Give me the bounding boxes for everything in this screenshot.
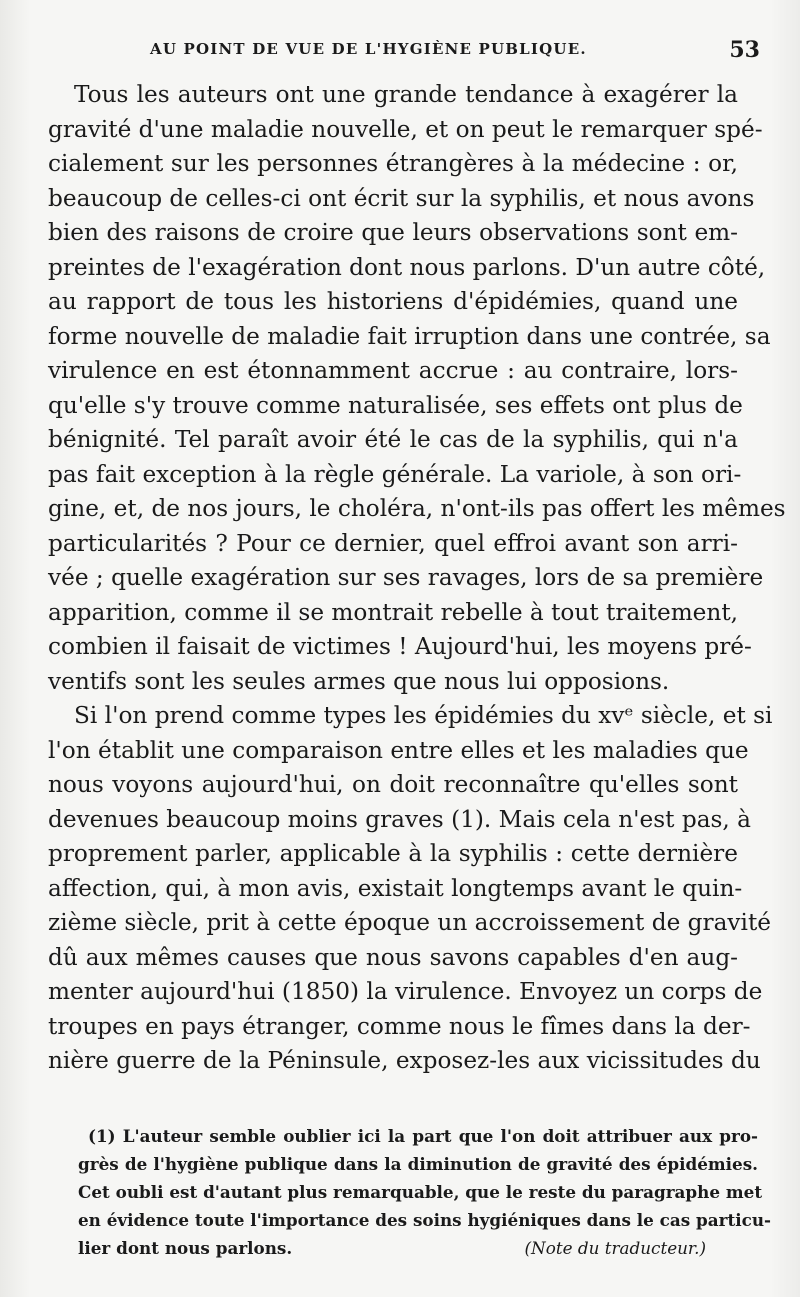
text-line: pas fait exception à la règle générale. La variole, à son ori- [48, 460, 742, 488]
text-line: bien des raisons de croire que leurs observations sont em- [48, 219, 738, 246]
text-line: troupes en pays étranger, comme nous le fîmes dans la der- [48, 1012, 751, 1040]
text-line: apparition, comme il se montrait rebelle à tout traitement, [48, 598, 739, 626]
text-line: zième siècle, prit à cette époque un accroissement de gravité [48, 909, 771, 936]
footnote-last-line [78, 1234, 758, 1262]
text-line: affection, qui, à mon avis, existait longtemps avant le quin- [48, 874, 743, 902]
text-line: cialement sur les personnes étrangères à la médecine : or, [48, 150, 738, 177]
text-line: Tous les auteurs ont une grande tendance à exagérer la [74, 81, 738, 108]
text-line: vée ; quelle exagération sur ses ravages, lors de sa première [48, 564, 764, 591]
text-line: preintes de l'exagération dont nous parlons. D'un autre côté, [48, 253, 766, 281]
footnote-line: Cet oubli est d'autant plus remarquable, que le reste du paragraphe met [78, 1182, 763, 1202]
text-line: gravité d'une maladie nouvelle, et on peut le remarquer spé- [48, 115, 763, 143]
running-head [150, 37, 760, 70]
text-line: dû aux mêmes causes que nous savons capables d'en aug- [48, 943, 738, 971]
text-line: forme nouvelle de maladie fait irruption dans une contrée, sa [48, 322, 771, 350]
running-title: AU POINT DE VUE DE L'HYGIÈNE PUBLIQUE. [150, 40, 587, 58]
translator-note: (Note du traducteur.) [524, 1238, 706, 1258]
footnote-line: lier dont nous parlons. [78, 1238, 293, 1258]
footnote-line: (1) L'auteur semble oublier ici la part que l'on doit attribuer aux pro- [88, 1126, 758, 1146]
text-line: devenues beaucoup moins graves (1). Mais cela n'est pas, à [48, 805, 751, 833]
footnote [78, 1122, 772, 1262]
text-line: proprement parler, applicable à la syphilis : cette dernière [48, 840, 738, 867]
text-line: l'on établit une comparaison entre elles et les maladies que [48, 736, 749, 764]
page-number: 53 [729, 37, 760, 63]
text-line: qu'elle s'y trouve comme naturalisée, ses effets ont plus de [48, 391, 743, 419]
text-line: virulence en est étonnamment accrue : au contraire, lors- [48, 357, 738, 384]
text-line: Si l'on prend comme types les épidémies du xvᵉ siècle, et si [74, 702, 773, 729]
text-line: gine, et, de nos jours, le choléra, n'ont-ils pas offert les mêmes [48, 495, 786, 522]
text-line: combien il faisait de victimes ! Aujourd'hui, les moyens pré- [48, 633, 752, 660]
text-line: particularités ? Pour ce dernier, quel effroi avant son arri- [48, 529, 738, 557]
text-line: au rapport de tous les historiens d'épidémies, quand une [48, 288, 738, 315]
text-line: bénignité. Tel paraît avoir été le cas de la syphilis, qui n'a [48, 426, 738, 453]
footnote-line: en évidence toute l'importance des soins hygiéniques dans le cas particu- [78, 1210, 772, 1230]
text-line: menter aujourd'hui (1850) la virulence. Envoyez un corps de [48, 978, 763, 1005]
footnote-line: grès de l'hygiène publique dans la diminution de gravité des épidémies. [78, 1154, 758, 1174]
text-line: nous voyons aujourd'hui, on doit reconnaître qu'elles sont [48, 771, 738, 798]
text-line: beaucoup de celles-ci ont écrit sur la syphilis, et nous avons [48, 184, 755, 212]
body-text [48, 78, 786, 1079]
text-line: ventifs sont les seules armes que nous lui opposions. [48, 667, 670, 695]
text-line: nière guerre de la Péninsule, exposez-les aux vicissitudes du [48, 1047, 761, 1074]
